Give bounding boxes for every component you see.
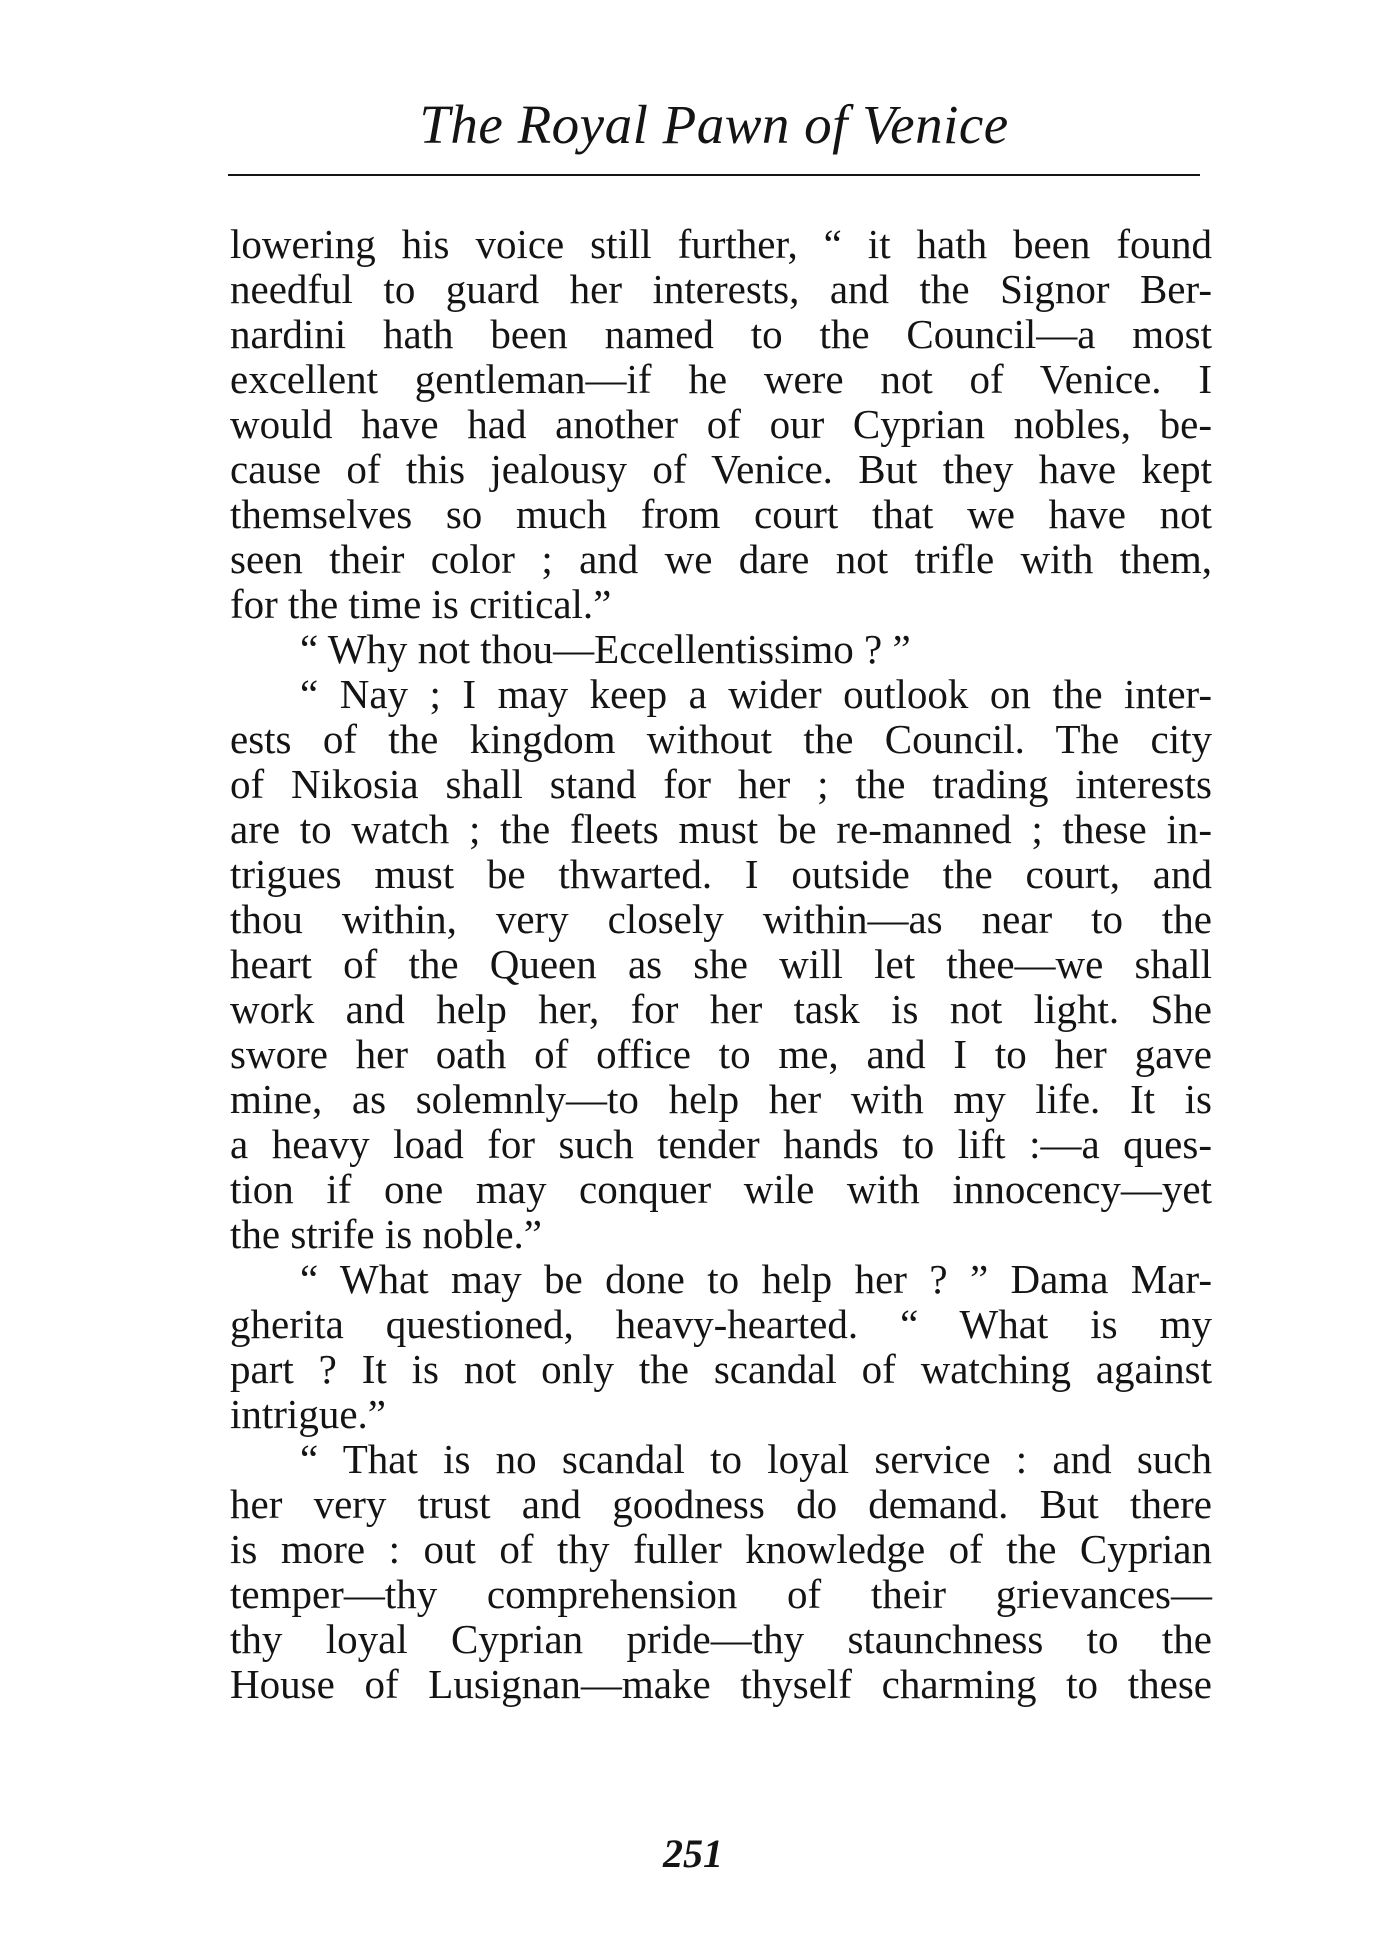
text-line: swore her oath of office to me, and I to her gave — [230, 1031, 1212, 1077]
text-line: needful to guard her interests, and the Signor Ber- — [230, 266, 1212, 312]
text-line: House of Lusignan—make thyself charming to these — [230, 1661, 1212, 1707]
text-line: thy loyal Cyprian pride—thy staunchness to the — [230, 1616, 1212, 1662]
text-line: “ That is no scandal to loyal service : and such — [300, 1436, 1212, 1482]
text-line: thou within, very closely within—as near to the — [230, 896, 1212, 942]
text-line: excellent gentleman—if he were not of Venice. I — [230, 356, 1212, 402]
text-line: ests of the kingdom without the Council. The city — [230, 716, 1212, 762]
text-line: tion if one may conquer wile with innocency—yet — [230, 1166, 1212, 1212]
text-line: her very trust and goodness do demand. But there — [230, 1481, 1212, 1527]
body-text — [230, 222, 1212, 1707]
text-line: cause of this jealousy of Venice. But they have kept — [230, 446, 1212, 492]
page-number: 251 — [663, 1831, 723, 1876]
text-line: “ What may be done to help her ? ” Dama Mar- — [300, 1256, 1212, 1302]
text-line: would have had another of our Cyprian nobles, be- — [230, 401, 1212, 447]
text-line: mine, as solemnly—to help her with my life. It is — [230, 1076, 1212, 1122]
text-line: intrigue.” — [230, 1391, 386, 1437]
text-line: the strife is noble.” — [230, 1211, 542, 1257]
text-line: heart of the Queen as she will let thee—we shall — [230, 941, 1212, 987]
text-line: part ? It is not only the scandal of watching against — [230, 1346, 1212, 1392]
text-line: gherita questioned, heavy-hearted. “ What is my — [230, 1301, 1212, 1347]
text-line: temper—thy comprehension of their grievances— — [230, 1571, 1212, 1617]
text-line: nardini hath been named to the Council—a most — [230, 311, 1212, 357]
header-rule — [228, 174, 1200, 176]
text-line: a heavy load for such tender hands to lift :—a ques- — [230, 1121, 1212, 1167]
text-line: “ Nay ; I may keep a wider outlook on the inter- — [300, 671, 1212, 717]
text-line: is more : out of thy fuller knowledge of the Cyprian — [230, 1526, 1212, 1572]
text-line: themselves so much from court that we have not — [230, 491, 1212, 537]
text-line: work and help her, for her task is not light. She — [230, 986, 1212, 1032]
text-line: trigues must be thwarted. I outside the court, and — [230, 851, 1212, 897]
text-line: seen their color ; and we dare not trifle with them, — [230, 536, 1212, 582]
text-line: of Nikosia shall stand for her ; the trading interests — [230, 761, 1212, 807]
text-line: for the time is critical.” — [230, 581, 612, 627]
running-head: The Royal Pawn of Venice — [419, 94, 1009, 155]
text-line: are to watch ; the fleets must be re-manned ; these in- — [230, 806, 1212, 852]
text-line: “ Why not thou—Eccellentissimo ? ” — [300, 626, 911, 672]
text-line: lowering his voice still further, “ it hath been found — [230, 221, 1212, 267]
